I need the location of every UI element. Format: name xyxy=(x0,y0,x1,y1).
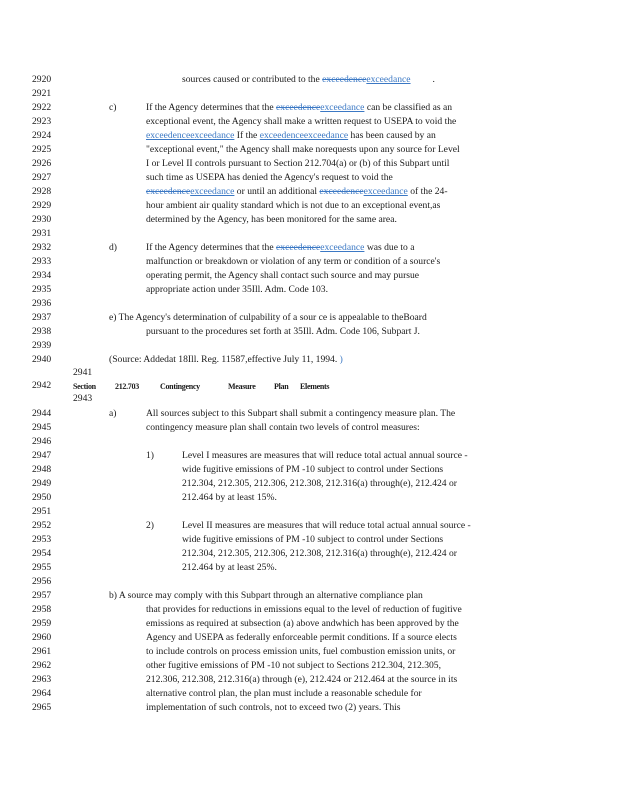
line-number: 2941 xyxy=(73,367,93,378)
text-line: 212.306, 212.308, 212.316(a) through (e), 212.424 or 212.464 at the source in its xyxy=(146,674,458,685)
item-label-2: 2) xyxy=(146,520,154,531)
line-number: 2952 xyxy=(32,520,52,531)
line-number: 2946 xyxy=(32,436,52,447)
line-number: 2936 xyxy=(32,298,52,309)
line-number: 2921 xyxy=(32,88,52,99)
line-number: 2960 xyxy=(32,632,52,643)
line-number: 2962 xyxy=(32,660,52,671)
deleted-text: exceedence xyxy=(322,74,367,85)
line-number: 2963 xyxy=(32,674,52,685)
line-number: 2922 xyxy=(32,102,52,113)
inserted-text: exceedenceexceedance xyxy=(259,130,349,141)
text-line: exceptional event, the Agency shall make a written request to USEPA to void the xyxy=(146,116,457,127)
text-line: I or Level II controls pursuant to Section 212.704(a) or (b) of this Subpart until xyxy=(146,158,450,169)
line-number: 2958 xyxy=(32,604,52,615)
inserted-text: exceedance xyxy=(190,186,235,197)
text-line: that provides for reductions in emissions equal to the level of reduction of fugitive xyxy=(146,604,462,615)
text-line: Agency and USEPA as federally enforceable permit conditions. If a source elects xyxy=(146,632,457,643)
line-number: 2938 xyxy=(32,326,52,337)
line-number: 2935 xyxy=(32,284,52,295)
text-line: malfunction or breakdown or violation of any term or condition of a source's xyxy=(146,256,441,267)
line-number: 2925 xyxy=(32,144,52,155)
line-number: 2953 xyxy=(32,534,52,545)
line-number: 2928 xyxy=(32,186,52,197)
text-line: contingency measure plan shall contain two levels of control measures: xyxy=(146,422,420,433)
text-line: e) The Agency's determination of culpability of a sour ce is appealable to theBoard xyxy=(109,312,427,323)
text-line: determined by the Agency, has been monitored for the same area. xyxy=(146,214,397,225)
inserted-text: exceedance xyxy=(320,102,365,113)
inserted-text: exceedenceexceedance xyxy=(146,130,235,141)
text-line: 212.464 by at least 15%. xyxy=(182,492,277,503)
line-number: 2951 xyxy=(32,506,52,517)
text-line: wide fugitive emissions of PM -10 subject to control under Sections xyxy=(182,464,444,475)
line-number: 2947 xyxy=(32,450,52,461)
text-line: 212.304, 212.305, 212.306, 212.308, 212.316(a) through(e), 212.424 or xyxy=(182,548,457,559)
section-label: Section xyxy=(73,382,96,391)
item-label-a: a) xyxy=(109,408,117,419)
text-line: 212.464 by at least 25%. xyxy=(182,562,277,573)
text-line: Level I measures are measures that will reduce total actual annual source - xyxy=(182,450,468,461)
text-line: hour ambient air quality standard which is not due to an exceptional event,as xyxy=(146,200,441,211)
text-line: If the Agency determines that the exceedenceexceedance was due to a xyxy=(146,242,415,253)
deleted-text: exceedence xyxy=(276,242,321,253)
text-line: wide fugitive emissions of PM -10 subject to control under Sections xyxy=(182,534,444,545)
deleted-text: exceedence xyxy=(319,186,364,197)
line-number: 2929 xyxy=(32,200,52,211)
text-line: All sources subject to this Subpart shall submit a contingency measure plan. The xyxy=(146,408,456,419)
text-line: b) A source may comply with this Subpart through an alternative compliance plan xyxy=(109,590,423,601)
line-number: 2924 xyxy=(32,130,52,141)
line-number: 2933 xyxy=(32,256,52,267)
text-line: sources caused or contributed to the exceedenceexceedance . xyxy=(182,74,435,85)
line-number: 2939 xyxy=(32,340,52,351)
line-number: 2930 xyxy=(32,214,52,225)
item-label-d: d) xyxy=(109,242,117,253)
inserted-text: exceedance xyxy=(320,242,365,253)
text-line: other fugitive emissions of PM -10 not subject to Sections 212.304, 212.305, xyxy=(146,660,441,671)
line-number: 2931 xyxy=(32,228,52,239)
line-number: 2932 xyxy=(32,242,52,253)
line-number: 2944 xyxy=(32,408,52,419)
text-line: implementation of such controls, not to exceed two (2) years. This xyxy=(146,702,401,713)
deleted-text: exceedence xyxy=(146,186,191,197)
line-number: 2965 xyxy=(32,702,52,713)
line-number: 2945 xyxy=(32,422,52,433)
line-number: 2949 xyxy=(32,478,52,489)
section-number: 212.703 xyxy=(115,382,139,391)
section-title-word: Plan xyxy=(274,382,289,391)
text-line: to include controls on process emission units, fuel combustion emission units, or xyxy=(146,646,456,657)
deleted-text: exceedence xyxy=(276,102,321,113)
line-number: 2955 xyxy=(32,562,52,573)
line-number: 2956 xyxy=(32,576,52,587)
line-number: 2943 xyxy=(73,393,93,404)
line-number: 2923 xyxy=(32,116,52,127)
text-line: If the Agency determines that the exceedenceexceedance can be classified as an xyxy=(146,102,453,113)
text-line: "exceptional event," the Agency shall make norequests upon any source for Level xyxy=(146,144,460,155)
source-note: (Source: Addedat 18Ill. Reg. 11587,effective July 11, 1994. ) xyxy=(109,354,343,365)
text-line: pursuant to the procedures set forth at 35Ill. Adm. Code 106, Subpart J. xyxy=(146,326,420,337)
line-number: 2948 xyxy=(32,464,52,475)
text-line: alternative control plan, the plan must include a reasonable schedule for xyxy=(146,688,422,699)
inserted-text: exceedance xyxy=(366,74,411,85)
line-number: 2964 xyxy=(32,688,52,699)
section-title-word: Contingency xyxy=(160,382,200,391)
section-title-word: Elements xyxy=(300,382,330,391)
line-number: 2950 xyxy=(32,492,52,503)
line-number: 2961 xyxy=(32,646,52,657)
line-number: 2937 xyxy=(32,312,52,323)
text-line: such time as USEPA has denied the Agency's request to void the xyxy=(146,172,393,183)
text-line: 212.304, 212.305, 212.306, 212.308, 212.316(a) through(e), 212.424 or xyxy=(182,478,457,489)
text-line: emissions as required at subsection (a) above andwhich has been approved by the xyxy=(146,618,459,629)
text-line: operating permit, the Agency shall contact such source and may pursue xyxy=(146,270,420,281)
line-number: 2942 xyxy=(32,380,52,391)
text-line: exceedenceexceedance If the exceedenceexceedance has been caused by an xyxy=(146,130,436,141)
item-label-c: c) xyxy=(109,102,117,113)
line-number: 2957 xyxy=(32,590,52,601)
line-number: 2959 xyxy=(32,618,52,629)
text-line: exceedenceexceedance or until an additional exceedenceexceedance of the 24- xyxy=(146,186,448,197)
text-line: Level II measures are measures that will reduce total actual annual source - xyxy=(182,520,471,531)
section-title-word: Measure xyxy=(228,382,256,391)
line-number: 2934 xyxy=(32,270,52,281)
item-label-1: 1) xyxy=(146,450,154,461)
text-line: appropriate action under 35Ill. Adm. Code 103. xyxy=(146,284,328,295)
inserted-text: exceedance xyxy=(363,186,408,197)
line-number: 2940 xyxy=(32,354,52,365)
line-number: 2926 xyxy=(32,158,52,169)
line-number: 2927 xyxy=(32,172,52,183)
line-number: 2954 xyxy=(32,548,52,559)
line-number: 2920 xyxy=(32,74,52,85)
